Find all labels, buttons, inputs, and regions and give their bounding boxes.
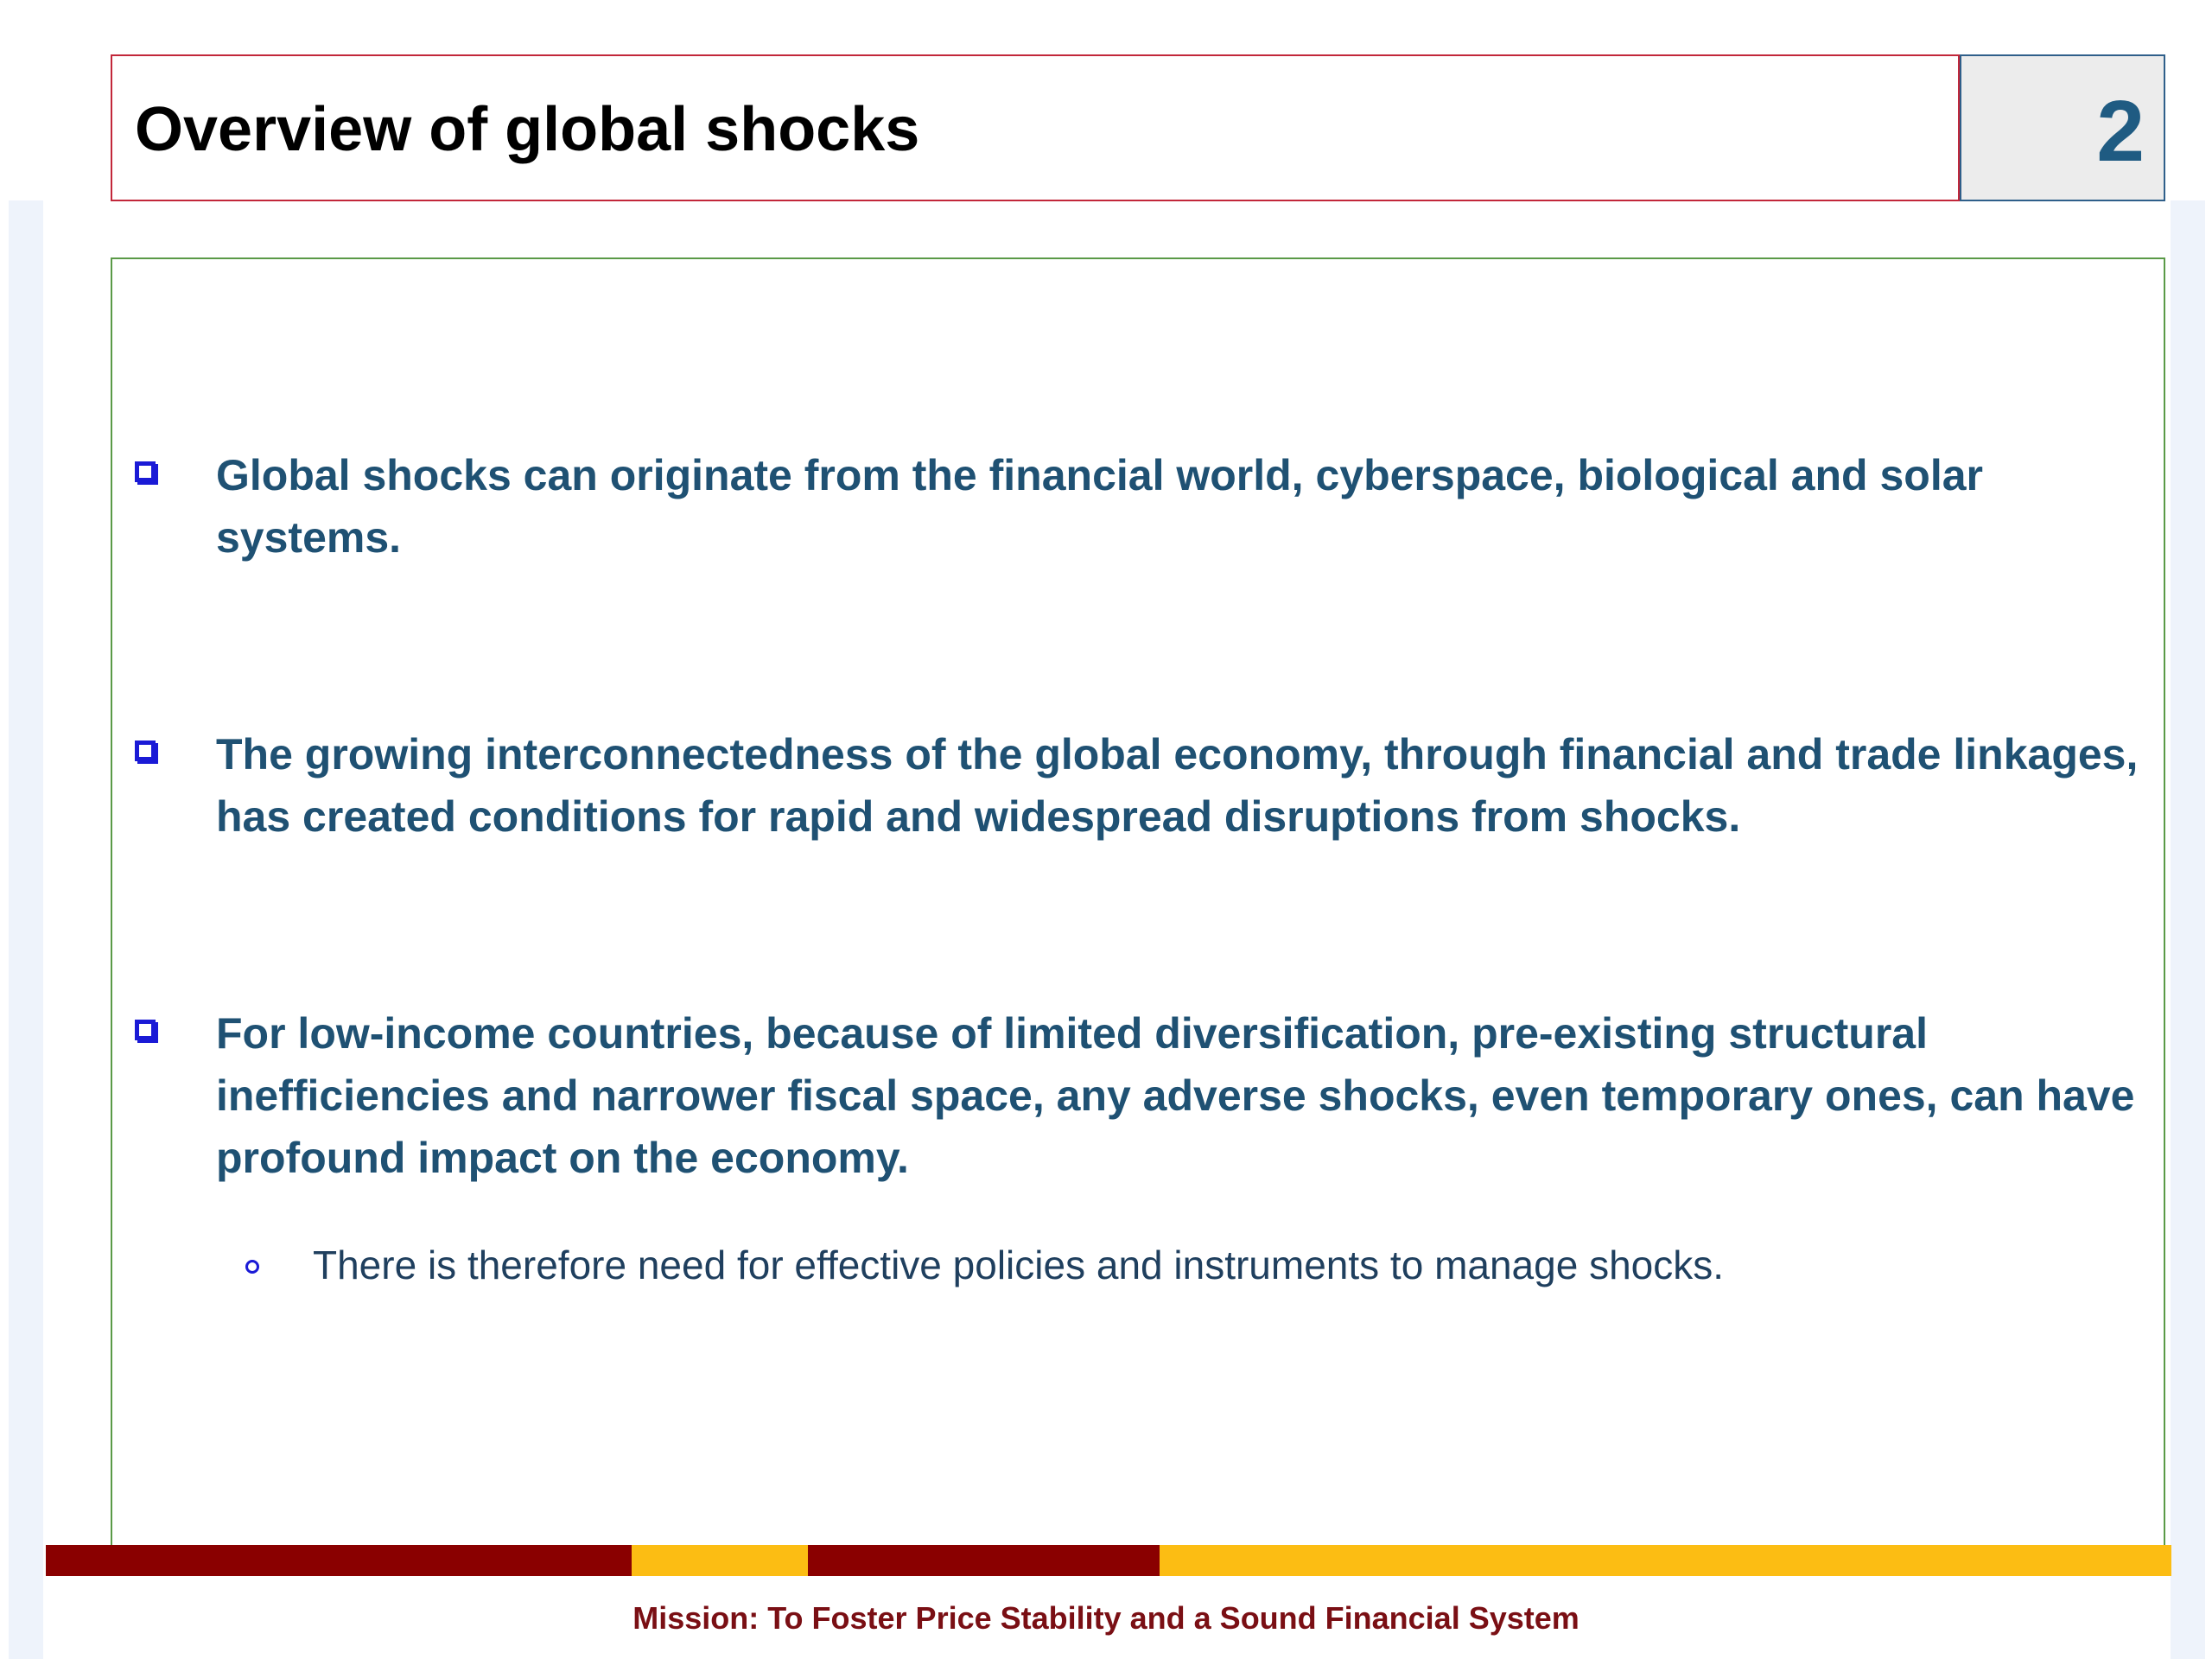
bullet-line: Global shocks can originate from the financial world, cyberspace, biological and solar: [216, 451, 1983, 499]
footer-bar-segment: [808, 1545, 1160, 1576]
footer-bar-segment: [632, 1545, 808, 1576]
sub-bullet-item: [245, 1234, 1724, 1296]
page-number: 2: [2096, 83, 2145, 180]
slide-title: Overview of global shocks: [135, 95, 920, 164]
square-bullet-icon: [135, 1020, 156, 1040]
bullet-line: The growing interconnectedness of the global economy, through financial and trade linkages,: [216, 730, 2139, 779]
footer-color-bar: [46, 1545, 2171, 1576]
bullet-text: [216, 1002, 2157, 1189]
mission-statement: Mission: To Foster Price Stability and a Sound Financial System: [632, 1600, 1580, 1636]
bullet-line: systems.: [216, 513, 402, 562]
sub-bullet-text: There is therefore need for effective policies and instruments to manage shocks.: [313, 1243, 1725, 1287]
bullet-line: inefficiencies and narrower fiscal space, any adverse shocks, even temporary ones, can have: [216, 1071, 2135, 1120]
bullet-line: has created conditions for rapid and widespread disruptions from shocks.: [216, 792, 1741, 841]
footer-bar-segment: [46, 1545, 632, 1576]
bullet-text: [216, 723, 2157, 848]
bullet-item: [135, 1002, 2157, 1189]
bullet-line: For low-income countries, because of limited diversification, pre-existing structural: [216, 1009, 1928, 1058]
square-bullet-icon: [135, 741, 156, 761]
bullet-item: [135, 723, 2157, 848]
footer-bar-segment: [1160, 1545, 2171, 1576]
bullet-item: [135, 444, 2157, 569]
title-box: [111, 54, 1960, 201]
bullet-text: [216, 444, 2157, 569]
bullet-line: profound impact on the economy.: [216, 1134, 909, 1182]
page-number-box: [1960, 54, 2165, 201]
circle-bullet-icon: [245, 1260, 259, 1274]
right-side-strip: [2171, 200, 2205, 1659]
square-bullet-icon: [135, 461, 156, 482]
left-side-strip: [9, 200, 43, 1659]
